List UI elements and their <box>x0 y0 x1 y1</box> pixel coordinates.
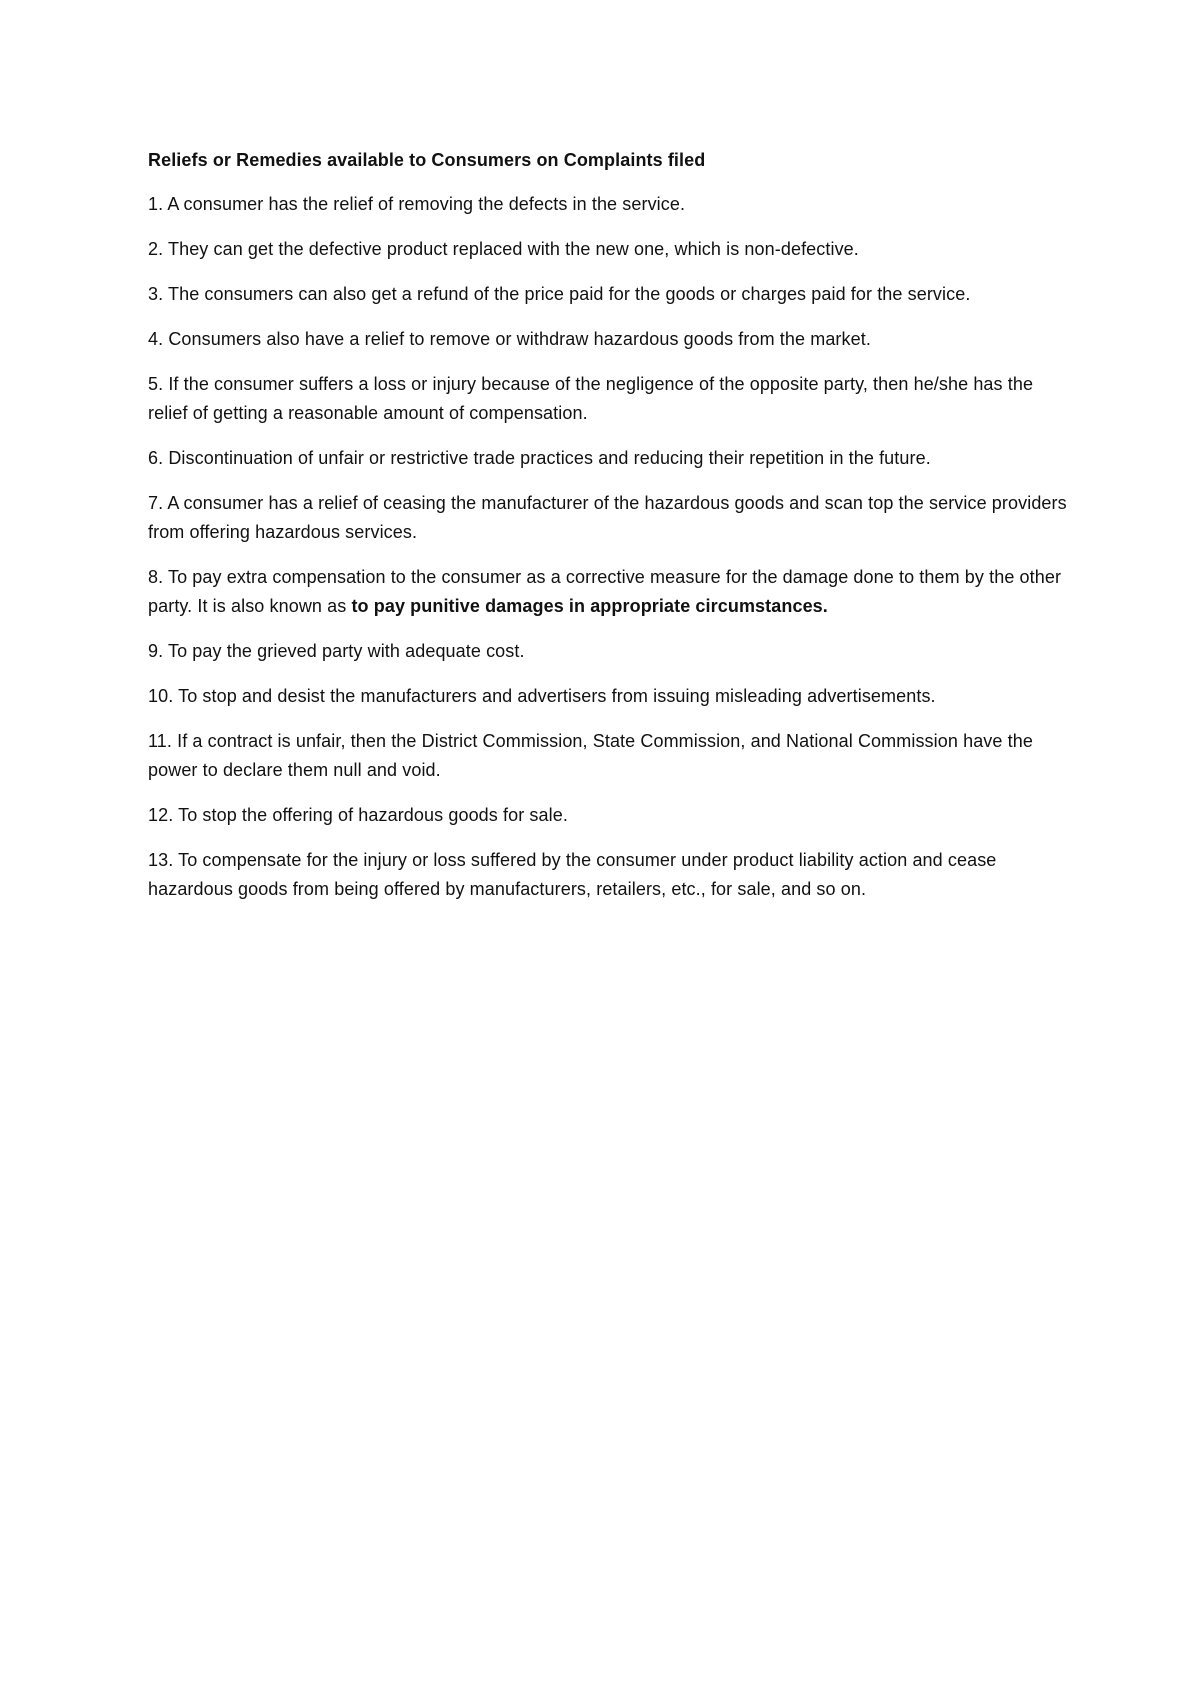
list-item: 11. If a contract is unfair, then the District Commission, State Commission, and National Commission have the power to declare them null and void. <box>148 731 1033 780</box>
list-item: 3. The consumers can also get a refund of the price paid for the goods or charges paid for the service. <box>148 284 971 304</box>
list-item: 12. To stop the offering of hazardous goods for sale. <box>148 805 568 825</box>
list-item: 10. To stop and desist the manufacturers and advertisers from issuing misleading advertisements. <box>148 686 936 706</box>
list-item: 5. If the consumer suffers a loss or injury because of the negligence of the opposite party, then he/she has the relief of getting a reasonable amount of compensation. <box>148 374 1034 423</box>
document-title: Reliefs or Remedies available to Consumers on Complaints filed <box>148 150 706 170</box>
list-item: 1. A consumer has the relief of removing the defects in the service. <box>148 194 686 214</box>
list-item: 6. Discontinuation of unfair or restrictive trade practices and reducing their repetition in the future. <box>148 448 931 468</box>
list-item: 8. To pay extra compensation to the consumer as a corrective measure for the damage done to them by the other party. It is also known as to pay punitive damages in appropriate circumstances. <box>148 567 1062 616</box>
list-item: 4. Consumers also have a relief to remove or withdraw hazardous goods from the market. <box>148 329 871 349</box>
list-item: 2. They can get the defective product replaced with the new one, which is non-defective. <box>148 239 859 259</box>
list-item: 13. To compensate for the injury or loss suffered by the consumer under product liability action and cease hazardous goods from being offered by manufacturers, retailers, etc., for sale, and so on. <box>148 850 997 899</box>
document-body <box>148 146 1068 920</box>
bold-phrase: to pay punitive damages in appropriate circumstances. <box>351 596 828 616</box>
list-item: 9. To pay the grieved party with adequate cost. <box>148 641 525 661</box>
list-item: 7. A consumer has a relief of ceasing the manufacturer of the hazardous goods and scan top the service providers from offering hazardous services. <box>148 493 1067 542</box>
